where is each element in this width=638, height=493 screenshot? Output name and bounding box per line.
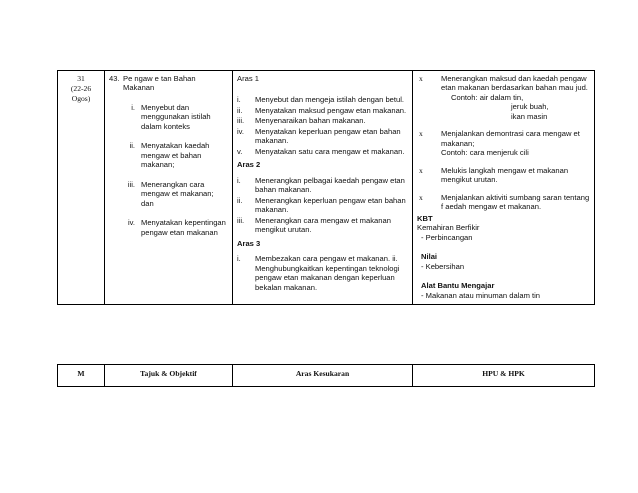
aras-3-heading: Aras 3 [237,238,261,248]
list-item: ii. Menyatakan kaedah mengaw et bahan makanan; [129,141,210,170]
table-row [58,71,595,305]
list-item: i. Membezakan cara pengaw et makanan. ii. Menghubungkaitkan kepentingan teknologi pengaw etan makanan dengan keperluan bekalan makanan. [237,254,400,292]
aras-2-heading: Aras 2 [237,160,261,170]
abm-item: - Makanan atau minuman dalam tin [421,290,541,300]
footer-tajuk: Tajuk & Objektif [105,365,233,387]
list-item: iv. Menyatakan keperluan pengaw etan bahan makanan. [237,126,401,146]
list-item: iii. Menerangkan cara mengaw et makanan; dan [127,179,214,208]
list-item: iii. Menyenaraikan bahan makanan. [237,116,366,126]
week-number: 31 [77,74,85,83]
objective-list [109,103,228,237]
abm-heading: Alat Bantu Mengajar [421,281,495,291]
week-cell [58,71,105,305]
list-item: i. Menyebut dan menggunakan istilah dalam konteks [131,102,211,131]
topic-number: 43. [109,74,120,83]
kbt-heading: KBT [417,213,433,223]
week-dates: (22-26 Ogos) [70,83,92,103]
difficulty-cell [233,71,413,305]
list-item: i. Menyebut dan mengeja istilah dengan betul. [237,95,405,105]
list-item: iii. Menerangkan cara mengaw et makanan mengikut urutan. [237,215,391,235]
footer-m: M [58,365,105,387]
nilai-item: - Kebersihan [421,261,465,271]
topic-text: Pe ngaw e tan Bahan Makanan [123,74,196,93]
nilai-heading: Nilai [421,252,438,262]
topic-cell [105,71,233,305]
footer-hpu: HPU & HPK [413,365,595,387]
list-item: x Menerangkan maksud dan kaedah pengaw etan makanan berdasarkan bahan mau jud. Contoh: air dalam tin, jeruk buah, ikan masin [417,74,590,121]
aras-3-list [237,254,408,292]
list-item: ii. Menyatakan maksud pengaw etan makanan. [237,105,407,115]
list-item: x Menjalankan aktiviti sumbang saran tentang f aedah mengaw et makanan. [419,192,590,212]
hpu-cell [413,71,595,305]
aras-1-heading: Aras 1 [237,74,259,83]
list-item: x Melukis langkah mengaw et makanan mengikut urutan. [419,165,569,185]
kbt-sub: Kemahiran Berfikir [417,223,480,233]
aras-1-list [237,95,408,156]
footer-header-table [57,364,595,387]
list-item: v. Menyatakan satu cara mengaw et makanan. [237,146,405,156]
list-item: i. Menerangkan pelbagai kaedah pengaw etan bahan makanan. [237,175,405,195]
footer-aras: Aras Kesukaran [233,365,413,387]
list-item: iv. Menyatakan kepentingan pengaw etan makanan [127,218,226,237]
list-item: ii. Menerangkan keperluan pengaw etan bahan makanan. [237,195,406,215]
lesson-plan-table [57,70,595,305]
example-block: Contoh: air dalam tin, jeruk buah, ikan masin [451,92,549,121]
list-item: x Menjalankan demontrasi cara mengaw et makanan; Contoh: cara menjeruk cili [419,129,580,158]
topic-title [109,74,228,93]
kbt-item: - Perbincangan [421,232,473,242]
aras-2-list [237,176,408,235]
table-row [58,365,595,387]
